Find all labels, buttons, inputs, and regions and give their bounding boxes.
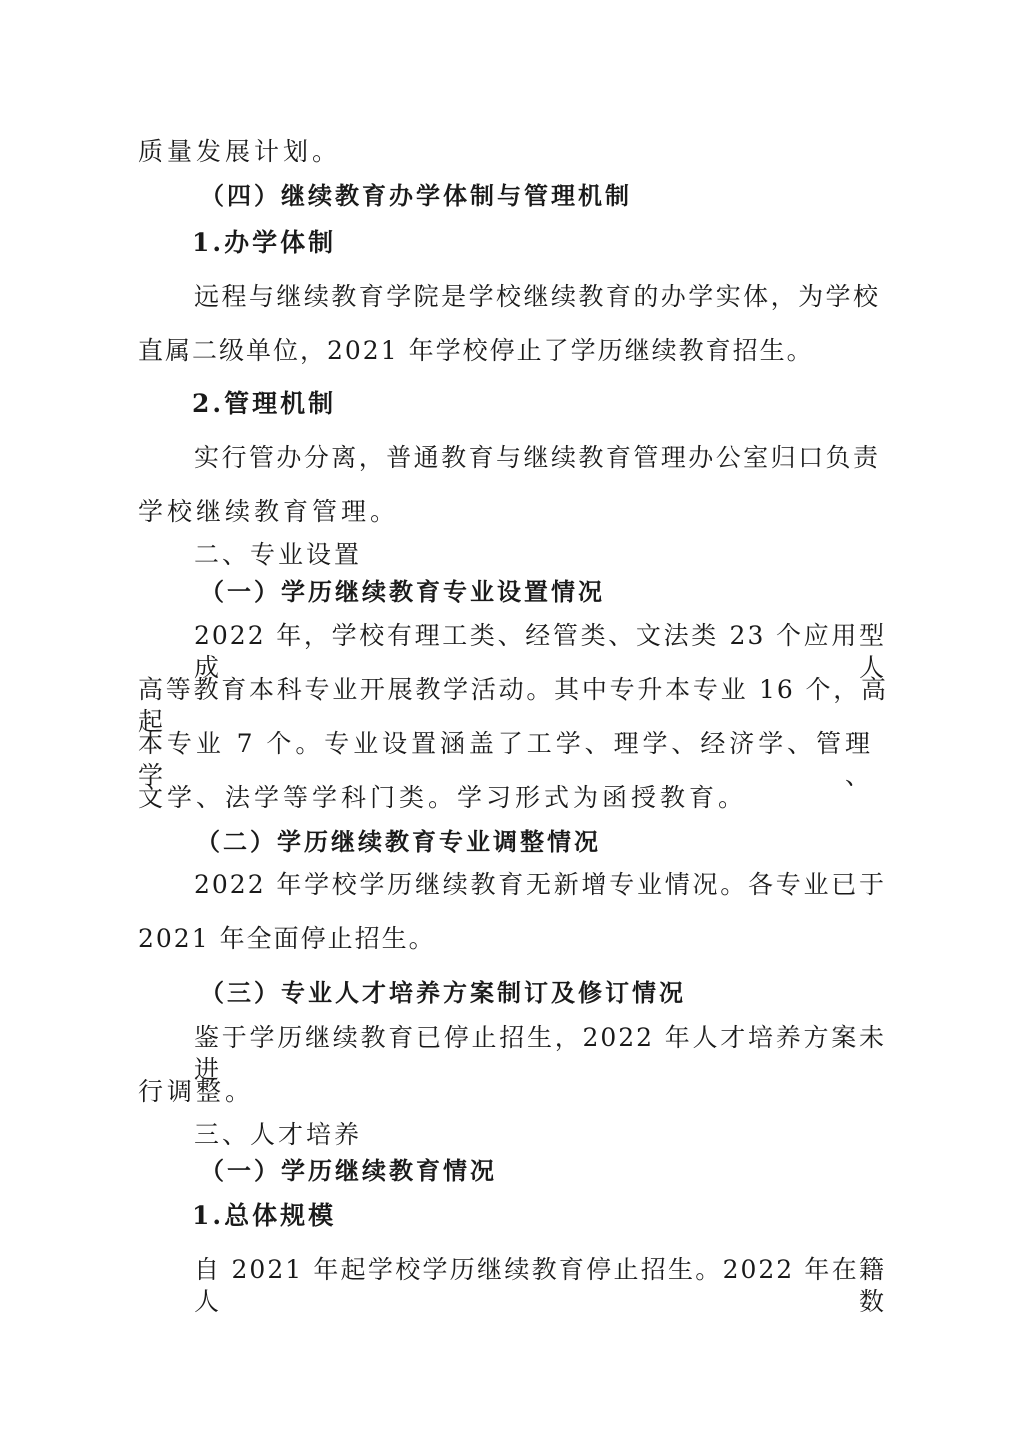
section-heading-talent-cultivation: 三、人才培养 — [194, 1120, 363, 1149]
numbered-heading-management-mechanism: 2.管理机制 — [192, 389, 337, 418]
paragraph-line: 实行管办分离，普通教育与继续教育管理办公室归口负责 — [194, 443, 880, 472]
paragraph-line: 鉴于学历继续教育已停止招生，2022 年人才培养方案未进 — [194, 1023, 886, 1084]
section-heading-major-setup: 二、专业设置 — [194, 540, 363, 569]
paragraph-line: 2022 年，学校有理工类、经管类、文法类 23 个应用型成人 — [194, 621, 886, 682]
paragraph-line: 行调整。 — [138, 1077, 255, 1106]
numbered-heading-schooling-system: 1.办学体制 — [192, 228, 337, 257]
paragraph-line: 本专业 7 个。专业设置涵盖了工学、理学、经济学、管理学、 — [138, 729, 872, 790]
paragraph-continuation: 质量发展计划。 — [138, 137, 342, 166]
paragraph-line: 文学、法学等学科门类。学习形式为函授教育。 — [138, 783, 748, 812]
paragraph-line: 高等教育本科专业开展教学活动。其中专升本专业 16 个，高起 — [138, 675, 888, 736]
subsection-heading-1: （一）学历继续教育专业设置情况 — [200, 577, 605, 606]
subsection-heading-4: （四）继续教育办学体制与管理机制 — [200, 181, 632, 210]
paragraph-line: 2022 年学校学历继续教育无新增专业情况。各专业已于 — [194, 870, 886, 899]
subsection-heading-continuing-education: （一）学历继续教育情况 — [200, 1156, 497, 1185]
paragraph-line: 自 2021 年起学校学历继续教育停止招生。2022 年在籍人数 — [194, 1255, 886, 1316]
paragraph-line: 学校继续教育管理。 — [138, 497, 400, 526]
numbered-heading-overall-scale: 1.总体规模 — [192, 1201, 337, 1230]
paragraph-line: 直属二级单位，2021 年学校停止了学历继续教育招生。 — [138, 336, 814, 365]
subsection-heading-2: （二）学历继续教育专业调整情况 — [196, 827, 601, 856]
subsection-heading-3: （三）专业人才培养方案制订及修订情况 — [200, 978, 686, 1007]
paragraph-line: 远程与继续教育学院是学校继续教育的办学实体，为学校 — [194, 282, 880, 311]
paragraph-line: 2021 年全面停止招生。 — [138, 924, 436, 953]
